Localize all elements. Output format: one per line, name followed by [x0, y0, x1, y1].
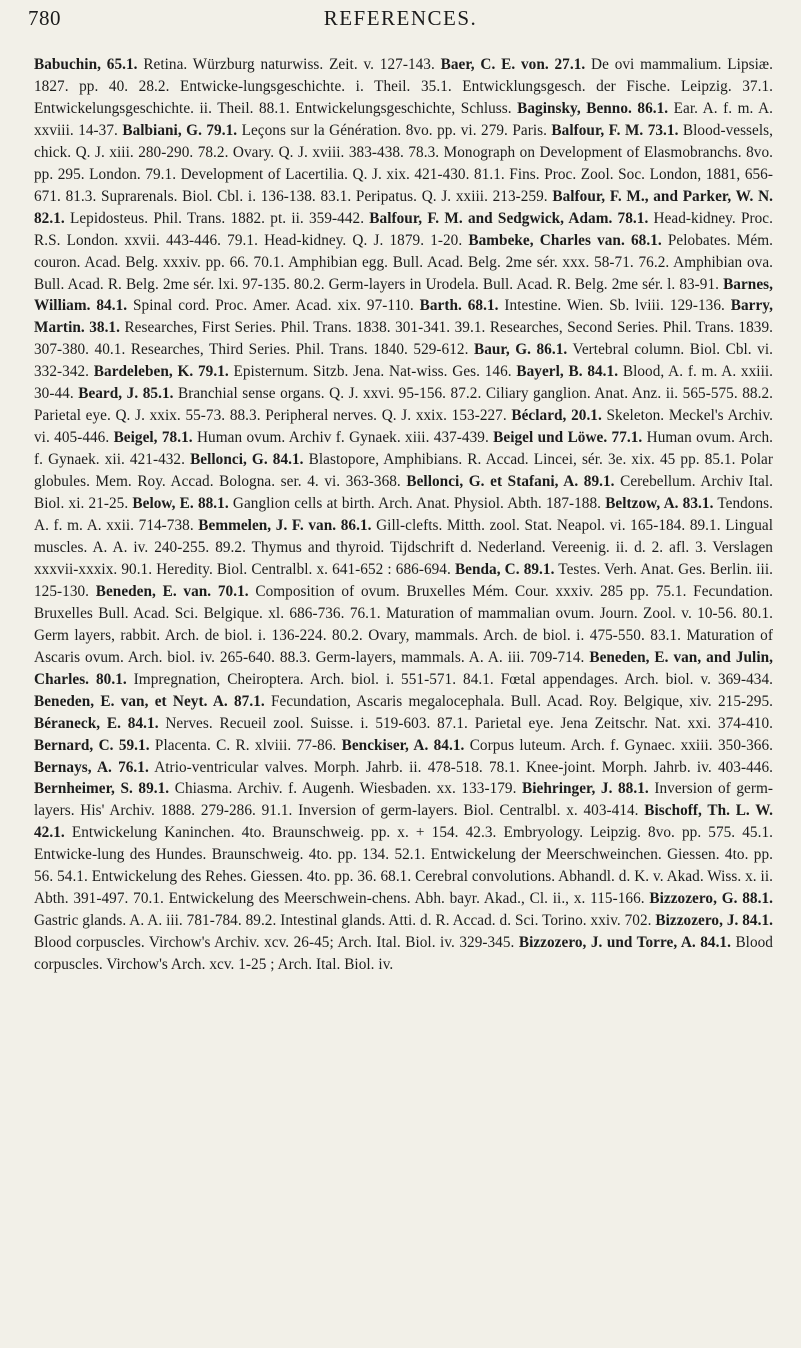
reference-text: Head-kidney. Proc. R.S. London. xxvii. 443-446. 79.1. Head-kidney. Q. J. 1879. 1-20. [34, 209, 773, 249]
reference-text: Entwickelung Kaninchen. 4to. Braunschweig. pp. x. + 154. 42.3. Embryology. Leipzig. 8vo. pp. 575. 45.1. Entwicke-lung des Hundes. Braunschweig. 4to. pp. 134. 52.1. Entwickelung der Meerschweinchen. Giessen. 4to. pp. 56. 54.1. Entwickelung des Rehes. Giessen. 4to. pp. 36. 68.1. Cerebral convolutions. Abhandl. d. K. v. Akad. Wiss. x. ii. Abth. 391-497. 70.1. Entwickelung des Meerschwein-chens. Abh. bayr. Akad., Cl. ii., x. 115-166. [34, 824, 773, 908]
reference-author: Beneden, E. van. 70.1. [95, 582, 249, 600]
reference-author: Bemmelen, J. F. van. 86.1. [198, 517, 372, 535]
reference-author: Barnes, William. 84.1. [34, 275, 773, 315]
reference-text: De ovi mammalium. Lipsiæ. 1827. pp. 40. 28.2. Entwicke-lungsgeschichte. i. Theil. 35.1. Entwicklungsgesch. der Fische. Leipzig. 37.1. Entwickelungsgeschichte. ii. Theil. 88.1. Entwickelungsgeschichte, Schluss. [34, 56, 773, 117]
reference-author: Baginsky, Benno. 86.1. [517, 99, 669, 117]
reference-author: Balbiani, G. 79.1. [122, 121, 238, 139]
reference-text: Skeleton. Meckel's Archiv. vi. 405-446. [34, 407, 773, 447]
reference-entry [34, 780, 522, 797]
reference-text: Leçons sur la Génération. 8vo. pp. vi. 279. Paris. [237, 121, 552, 139]
references-paragraph [34, 54, 773, 976]
reference-text: Ganglion cells at birth. Arch. Anat. Physiol. Abth. 187-188. [228, 495, 606, 513]
reference-author: Bernays, A. 76.1. [34, 758, 149, 776]
reference-entry [34, 715, 773, 732]
reference-author: Baur, G. 86.1. [473, 341, 568, 359]
reference-author: Bizzozero, J. 84.1. [655, 912, 773, 930]
reference-author: Balfour, F. M. 73.1. [551, 121, 679, 139]
reference-author: Barth. 68.1. [419, 297, 499, 315]
reference-text: Impregnation, Cheiroptera. Arch. biol. i. 551-571. 84.1. Fœtal appendages. Arch. biol. v. 369-434. [126, 670, 773, 688]
reference-text: Blood, A. f. m. A. xxiii. 30-44. [34, 363, 773, 403]
reference-text: Episternum. Sitzb. Jena. Nat-wiss. Ges. 146. [228, 363, 517, 381]
reference-author: Beneden, E. van, and Julin, Charles. 80.1. [34, 648, 773, 688]
reference-text: Branchial sense organs. Q. J. xxvi. 95-156. 87.2. Ciliary ganglion. Anat. Anz. ii. 565-575. 88.2. Parietal eye. Q. J. xxix. 55-73. 88.3. Peripheral nerves. Q. J. xxix. 153-227. [34, 385, 773, 425]
reference-author: Benda, C. 89.1. [454, 560, 555, 578]
reference-author: Bellonci, G. et Stafani, A. 89.1. [406, 473, 615, 491]
reference-author: Biehringer, J. 88.1. [522, 780, 649, 798]
page-number: 780 [28, 6, 61, 30]
reference-author: Beltzow, A. 83.1. [605, 495, 714, 513]
reference-entry [420, 297, 731, 314]
reference-author: Bayerl, B. 84.1. [516, 363, 619, 381]
reference-author: Beigel und Löwe. 77.1. [493, 429, 643, 447]
page-header [28, 4, 773, 40]
reference-text: Lepidosteus. Phil. Trans. 1882. pt. ii. 359-442. [64, 209, 370, 227]
reference-author: Benckiser, A. 84.1. [341, 736, 465, 754]
reference-text: Chiasma. Archiv. f. Augenh. Wiesbaden. xx. 133-179. [169, 780, 523, 798]
reference-text: Cerebellum. Archiv Ital. Biol. xi. 21-25. [34, 473, 774, 513]
reference-author: Bernheimer, S. 89.1. [34, 780, 170, 798]
reference-author: Bischoff, Th. L. W. 42.1. [34, 802, 773, 842]
reference-author: Barry, Martin. 38.1. [34, 297, 773, 337]
reference-text: Fecundation, Ascaris megalocephala. Bull. Acad. Roy. Belgique, xiv. 215-295. [264, 692, 774, 710]
reference-text: Inversion of germ-layers. His' Archiv. 1888. 279-286. 91.1. Inversion of germ-layers. Biol. Centralbl. x. 403-414. [34, 780, 773, 820]
reference-author: Bizzozero, J. und Torre, A. 84.1. [518, 934, 731, 952]
reference-author: Balfour, F. M., and Parker, W. N. 82.1. [34, 187, 773, 227]
page-title: REFERENCES. [323, 6, 478, 30]
reference-text: Human ovum. Arch. f. Gynaek. xii. 421-432. [34, 429, 773, 469]
reference-author: Béclard, 20.1. [511, 407, 602, 425]
reference-text: Corpus luteum. Arch. f. Gynaec. xxiii. 350-366. [464, 736, 774, 754]
reference-author: Baer, C. E. von. 27.1. [440, 56, 586, 73]
reference-text: Composition of ovum. Bruxelles Mém. Cour. xxxiv. 285 pp. 75.1. Fecundation. Bruxelles Bull. Acad. Sci. Belgique. xl. 686-736. 76.1. Maturation of mammalian ovum. Journ. Zool. v. 10-56. 80.1. Germ layers, rabbit. Arch. de biol. i. 136-224. 80.2. Ovary, mammals. Arch. de biol. i. 475-550. 83.1. Maturation of Ascaris ovum. Arch. biol. iv. 265-640. 88.3. Germ-layers, mammals. A. A. iii. 709-714. [34, 582, 773, 666]
reference-author: Béraneck, E. 84.1. [34, 714, 159, 732]
reference-author: Bernard, C. 59.1. [34, 736, 150, 754]
reference-author: Bardeleben, K. 79.1. [93, 363, 229, 381]
reference-entry [34, 693, 773, 710]
reference-author: Beigel, 78.1. [113, 429, 193, 447]
reference-text: Atrio-ventricular valves. Morph. Jahrb. ii. 478-518. 78.1. Knee-joint. Morph. Jahrb. iv. 403-446. [148, 758, 773, 776]
reference-entry [94, 363, 517, 380]
reference-author: Balfour, F. M. and Sedgwick, Adam. 78.1. [369, 209, 649, 227]
reference-entry [114, 429, 494, 446]
reference-text: Nerves. Recueil zool. Suisse. i. 519-603. 87.1. Parietal eye. Jena Zeitschr. Nat. xxi. 374-410. [158, 714, 773, 732]
reference-text: Vertebral column. Biol. Cbl. vi. 332-342. [34, 341, 774, 381]
reference-author: Babuchin, 65.1. [34, 56, 138, 73]
reference-text: Human ovum. Archiv f. Gynaek. xiii. 437-439. [192, 429, 494, 447]
reference-author: Bellonci, G. 84.1. [190, 451, 304, 469]
reference-text: Blood corpuscles. Virchow's Arch. xcv. 1-25 ; Arch. Ital. Biol. iv. [34, 934, 773, 974]
reference-author: Bambeke, Charles van. 68.1. [468, 231, 662, 249]
reference-text: Pelobates. Mém. couron. Acad. Belg. xxxiv. pp. 66. 70.1. Amphibian egg. Bull. Acad. Belg. 2me sér. xxx. 58-71. 76.2. Amphibian ova. Bull. Acad. R. Belg. 2me sér. lxi. 97-135. 80.2. Germ-layers in Urodela. Bull. Acad. R. Belg. 2me sér. l. 83-91. [34, 231, 773, 293]
reference-text: Gill-clefts. Mitth. zool. Stat. Neapol. vi. 165-184. 89.1. Lingual muscles. A. A. iv. 240-255. 89.2. Thymus and thyroid. Tijdschrift d. Nederland. Vereenig. ii. d. 2. afl. 3. Verslagen xxxvii-xxxix. 90.1. Heredity. Biol. Centralbl. x. 641-652 : 686-694. [34, 517, 773, 578]
reference-text: Intestine. Wien. Sb. lviii. 129-136. [498, 297, 731, 315]
reference-author: Below, E. 88.1. [132, 495, 229, 513]
reference-entry [34, 759, 773, 776]
reference-author: Bizzozero, G. 88.1. [649, 890, 773, 908]
reference-text: Spinal cord. Proc. Amer. Acad. xix. 97-110. [127, 297, 420, 315]
reference-text: Blastopore, Amphibians. R. Accad. Lincei, sér. 3e. xix. 45 pp. 85.1. Polar globules. Mem. Roy. Accad. Bologna. ser. 4. vi. 363-368. [34, 451, 773, 491]
reference-text: Testes. Verh. Anat. Ges. Berlin. iii. 125-130. [34, 560, 773, 600]
reference-author: Beneden, E. van, et Neyt. A. 87.1. [34, 692, 265, 710]
reference-text: Placenta. C. R. xlviii. 77-86. [149, 736, 342, 754]
reference-text: Blood corpuscles. Virchow's Archiv. xcv. 26-45; Arch. Ital. Biol. iv. 329-345. [34, 934, 519, 952]
reference-text: Ear. A. f. m. A. xxviii. 14-37. [34, 99, 773, 139]
reference-entry [34, 56, 441, 73]
reference-text: Gastric glands. A. A. iii. 781-784. 89.2. Intestinal glands. Atti. d. R. Accad. d. Sci. Torino. xxiv. 702. [34, 912, 656, 930]
reference-text: Blood-vessels, chick. Q. J. xiii. 280-290. 78.2. Ovary. Q. J. xviii. 383-438. 78.3. Monograph on Development of Elasmobranchs. 8vo. pp. 295. London. 79.1. Development of Lacertilia. Q. J. xix. 421-430. 81.1. Fins. Proc. Zool. Soc. London, 1881, 656-671. 81.3. Suprarenals. Biol. Cbl. i. 136-138. 83.1. Peripatus. Q. J. xxiii. 213-259. [34, 121, 773, 205]
reference-entry [342, 737, 773, 754]
reference-text: Researches, First Series. Phil. Trans. 1838. 301-341. 39.1. Researches, Second Series. Phil. Trans. 1839. 307-380. 40.1. Researches, Third Series. Phil. Trans. 1840. 529-612. [34, 319, 773, 359]
references-body [34, 54, 773, 976]
reference-entry [122, 122, 551, 139]
reference-author: Beard, J. 85.1. [78, 385, 174, 403]
reference-entry [132, 495, 605, 512]
reference-text: Tendons. A. f. m. A. xxii. 714-738. [34, 495, 774, 535]
reference-entry [34, 737, 342, 754]
reference-text: Retina. Würzburg naturwiss. Zeit. v. 127-143. [137, 56, 441, 73]
